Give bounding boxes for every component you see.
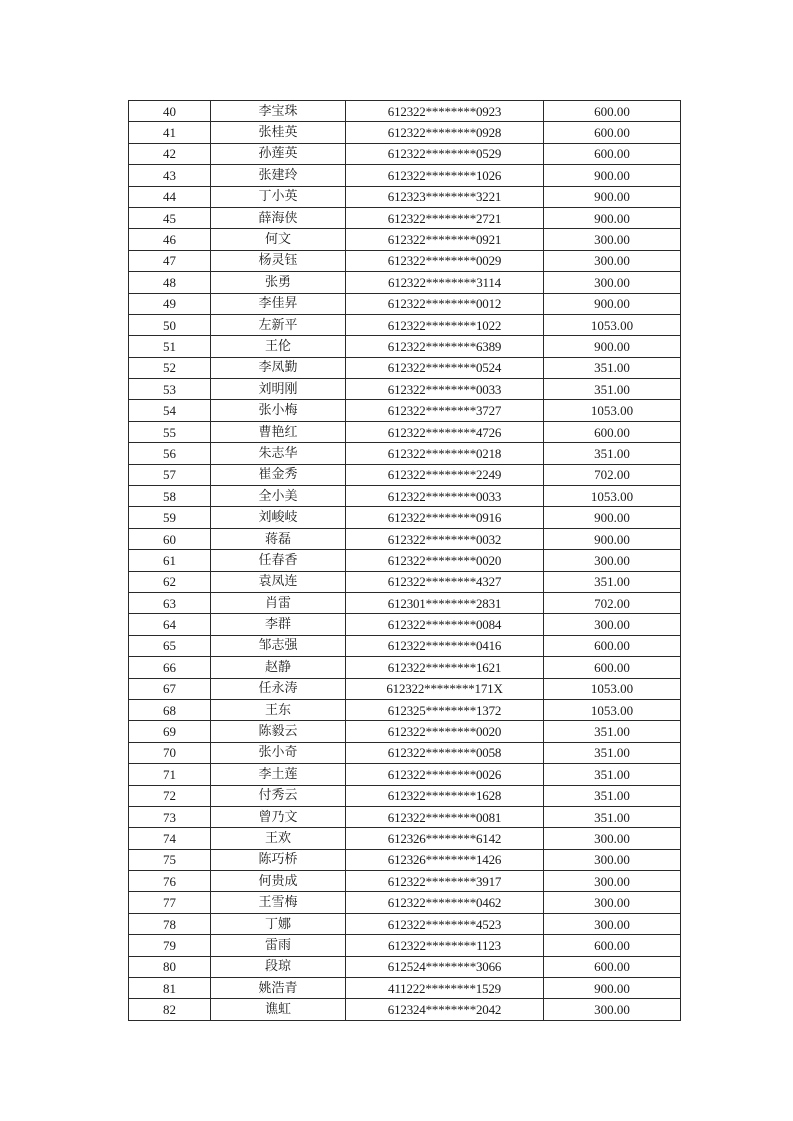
- row-number-cell: 47: [129, 250, 211, 271]
- id-number-cell: 612322********2249: [346, 464, 544, 485]
- table-row: [129, 806, 681, 827]
- person-name-cell: 段琼: [211, 956, 346, 977]
- id-number-cell: 612324********2042: [346, 999, 544, 1020]
- person-name-cell: 王伦: [211, 336, 346, 357]
- id-number-cell: 612322********1026: [346, 165, 544, 186]
- row-number-cell: 45: [129, 207, 211, 228]
- person-name-cell: 王欢: [211, 828, 346, 849]
- amount-cell: 300.00: [544, 892, 681, 913]
- person-name-cell: 李凤勤: [211, 357, 346, 378]
- person-name-cell: 陈毅云: [211, 721, 346, 742]
- table-row: [129, 507, 681, 528]
- row-number-cell: 57: [129, 464, 211, 485]
- amount-cell: 351.00: [544, 806, 681, 827]
- row-number-cell: 72: [129, 785, 211, 806]
- id-number-cell: 612322********171X: [346, 678, 544, 699]
- id-number-cell: 612322********2721: [346, 207, 544, 228]
- row-number-cell: 48: [129, 272, 211, 293]
- person-name-cell: 何贵成: [211, 871, 346, 892]
- id-number-cell: 612322********0928: [346, 122, 544, 143]
- table-row: [129, 828, 681, 849]
- amount-cell: 900.00: [544, 507, 681, 528]
- table-row: [129, 742, 681, 763]
- amount-cell: 1053.00: [544, 400, 681, 421]
- id-number-cell: 612322********4327: [346, 571, 544, 592]
- table-row: [129, 935, 681, 956]
- row-number-cell: 52: [129, 357, 211, 378]
- row-number-cell: 61: [129, 550, 211, 571]
- row-number-cell: 81: [129, 978, 211, 999]
- id-number-cell: 612326********6142: [346, 828, 544, 849]
- id-number-cell: 612322********0921: [346, 229, 544, 250]
- table-row: [129, 785, 681, 806]
- table-row: [129, 272, 681, 293]
- row-number-cell: 76: [129, 871, 211, 892]
- id-number-cell: 612322********1628: [346, 785, 544, 806]
- table-row: [129, 400, 681, 421]
- amount-cell: 351.00: [544, 571, 681, 592]
- id-number-cell: 612322********0084: [346, 614, 544, 635]
- person-name-cell: 张小奇: [211, 742, 346, 763]
- id-number-cell: 612322********0462: [346, 892, 544, 913]
- person-name-cell: 左新平: [211, 314, 346, 335]
- row-number-cell: 55: [129, 421, 211, 442]
- amount-cell: 351.00: [544, 721, 681, 742]
- table-row: [129, 250, 681, 271]
- table-row: [129, 657, 681, 678]
- person-name-cell: 孙莲英: [211, 143, 346, 164]
- id-number-cell: 612322********0916: [346, 507, 544, 528]
- person-name-cell: 肖雷: [211, 592, 346, 613]
- id-number-cell: 612325********1372: [346, 699, 544, 720]
- person-name-cell: 付秀云: [211, 785, 346, 806]
- table-row: [129, 528, 681, 549]
- id-number-cell: 612322********0033: [346, 379, 544, 400]
- subsidy-roster-table: [128, 100, 681, 1021]
- table-row: [129, 571, 681, 592]
- person-name-cell: 赵静: [211, 657, 346, 678]
- person-name-cell: 薛海侠: [211, 207, 346, 228]
- amount-cell: 900.00: [544, 207, 681, 228]
- amount-cell: 900.00: [544, 978, 681, 999]
- person-name-cell: 李群: [211, 614, 346, 635]
- row-number-cell: 70: [129, 742, 211, 763]
- person-name-cell: 任永涛: [211, 678, 346, 699]
- table-row: [129, 635, 681, 656]
- row-number-cell: 65: [129, 635, 211, 656]
- table-row: [129, 699, 681, 720]
- table-row: [129, 956, 681, 977]
- roster-table-body: [129, 101, 681, 1021]
- table-row: [129, 314, 681, 335]
- id-number-cell: 612322********0033: [346, 486, 544, 507]
- id-number-cell: 612322********3917: [346, 871, 544, 892]
- person-name-cell: 李宝珠: [211, 101, 346, 122]
- row-number-cell: 51: [129, 336, 211, 357]
- row-number-cell: 69: [129, 721, 211, 742]
- table-row: [129, 486, 681, 507]
- table-row: [129, 764, 681, 785]
- row-number-cell: 44: [129, 186, 211, 207]
- amount-cell: 600.00: [544, 122, 681, 143]
- person-name-cell: 张建玲: [211, 165, 346, 186]
- id-number-cell: 612322********0020: [346, 550, 544, 571]
- table-row: [129, 892, 681, 913]
- id-number-cell: 612322********1621: [346, 657, 544, 678]
- id-number-cell: 612322********4523: [346, 913, 544, 934]
- id-number-cell: 612322********0058: [346, 742, 544, 763]
- person-name-cell: 丁小英: [211, 186, 346, 207]
- amount-cell: 300.00: [544, 913, 681, 934]
- id-number-cell: 612322********1123: [346, 935, 544, 956]
- amount-cell: 1053.00: [544, 678, 681, 699]
- row-number-cell: 73: [129, 806, 211, 827]
- amount-cell: 900.00: [544, 293, 681, 314]
- id-number-cell: 612322********0026: [346, 764, 544, 785]
- person-name-cell: 杨灵钰: [211, 250, 346, 271]
- amount-cell: 1053.00: [544, 699, 681, 720]
- id-number-cell: 612322********1022: [346, 314, 544, 335]
- amount-cell: 351.00: [544, 764, 681, 785]
- person-name-cell: 陈巧桥: [211, 849, 346, 870]
- table-row: [129, 122, 681, 143]
- id-number-cell: 612322********0529: [346, 143, 544, 164]
- person-name-cell: 崔金秀: [211, 464, 346, 485]
- table-row: [129, 229, 681, 250]
- table-row: [129, 421, 681, 442]
- person-name-cell: 李佳昇: [211, 293, 346, 314]
- row-number-cell: 43: [129, 165, 211, 186]
- amount-cell: 300.00: [544, 250, 681, 271]
- amount-cell: 351.00: [544, 379, 681, 400]
- id-number-cell: 612301********2831: [346, 592, 544, 613]
- person-name-cell: 谯虹: [211, 999, 346, 1020]
- table-row: [129, 143, 681, 164]
- amount-cell: 600.00: [544, 935, 681, 956]
- id-number-cell: 612323********3221: [346, 186, 544, 207]
- table-row: [129, 464, 681, 485]
- row-number-cell: 64: [129, 614, 211, 635]
- row-number-cell: 75: [129, 849, 211, 870]
- amount-cell: 600.00: [544, 421, 681, 442]
- id-number-cell: 411222********1529: [346, 978, 544, 999]
- id-number-cell: 612322********3727: [346, 400, 544, 421]
- row-number-cell: 42: [129, 143, 211, 164]
- id-number-cell: 612524********3066: [346, 956, 544, 977]
- table-row: [129, 293, 681, 314]
- row-number-cell: 68: [129, 699, 211, 720]
- table-row: [129, 550, 681, 571]
- table-row: [129, 614, 681, 635]
- person-name-cell: 王东: [211, 699, 346, 720]
- table-row: [129, 592, 681, 613]
- row-number-cell: 77: [129, 892, 211, 913]
- row-number-cell: 62: [129, 571, 211, 592]
- id-number-cell: 612322********0923: [346, 101, 544, 122]
- row-number-cell: 78: [129, 913, 211, 934]
- table-row: [129, 186, 681, 207]
- table-row: [129, 721, 681, 742]
- row-number-cell: 56: [129, 443, 211, 464]
- amount-cell: 900.00: [544, 528, 681, 549]
- amount-cell: 900.00: [544, 165, 681, 186]
- person-name-cell: 邹志强: [211, 635, 346, 656]
- document-page: [128, 100, 680, 1021]
- person-name-cell: 袁凤连: [211, 571, 346, 592]
- row-number-cell: 67: [129, 678, 211, 699]
- row-number-cell: 79: [129, 935, 211, 956]
- row-number-cell: 63: [129, 592, 211, 613]
- person-name-cell: 张小梅: [211, 400, 346, 421]
- amount-cell: 600.00: [544, 635, 681, 656]
- table-row: [129, 849, 681, 870]
- person-name-cell: 刘明刚: [211, 379, 346, 400]
- table-row: [129, 379, 681, 400]
- amount-cell: 900.00: [544, 336, 681, 357]
- id-number-cell: 612322********0020: [346, 721, 544, 742]
- person-name-cell: 何文: [211, 229, 346, 250]
- person-name-cell: 王雪梅: [211, 892, 346, 913]
- person-name-cell: 朱志华: [211, 443, 346, 464]
- person-name-cell: 雷雨: [211, 935, 346, 956]
- person-name-cell: 任春香: [211, 550, 346, 571]
- row-number-cell: 82: [129, 999, 211, 1020]
- row-number-cell: 71: [129, 764, 211, 785]
- table-row: [129, 101, 681, 122]
- row-number-cell: 40: [129, 101, 211, 122]
- amount-cell: 300.00: [544, 828, 681, 849]
- amount-cell: 351.00: [544, 742, 681, 763]
- amount-cell: 300.00: [544, 272, 681, 293]
- amount-cell: 300.00: [544, 614, 681, 635]
- id-number-cell: 612322********6389: [346, 336, 544, 357]
- row-number-cell: 74: [129, 828, 211, 849]
- amount-cell: 900.00: [544, 186, 681, 207]
- person-name-cell: 曾乃文: [211, 806, 346, 827]
- amount-cell: 300.00: [544, 849, 681, 870]
- id-number-cell: 612322********0029: [346, 250, 544, 271]
- id-number-cell: 612322********3114: [346, 272, 544, 293]
- person-name-cell: 丁娜: [211, 913, 346, 934]
- person-name-cell: 曹艳红: [211, 421, 346, 442]
- row-number-cell: 53: [129, 379, 211, 400]
- person-name-cell: 张勇: [211, 272, 346, 293]
- table-row: [129, 978, 681, 999]
- person-name-cell: 张桂英: [211, 122, 346, 143]
- id-number-cell: 612326********1426: [346, 849, 544, 870]
- row-number-cell: 58: [129, 486, 211, 507]
- row-number-cell: 54: [129, 400, 211, 421]
- row-number-cell: 80: [129, 956, 211, 977]
- row-number-cell: 49: [129, 293, 211, 314]
- amount-cell: 351.00: [544, 443, 681, 464]
- row-number-cell: 59: [129, 507, 211, 528]
- row-number-cell: 46: [129, 229, 211, 250]
- amount-cell: 351.00: [544, 785, 681, 806]
- id-number-cell: 612322********0032: [346, 528, 544, 549]
- id-number-cell: 612322********0416: [346, 635, 544, 656]
- row-number-cell: 50: [129, 314, 211, 335]
- id-number-cell: 612322********0524: [346, 357, 544, 378]
- amount-cell: 300.00: [544, 550, 681, 571]
- amount-cell: 300.00: [544, 871, 681, 892]
- table-row: [129, 999, 681, 1020]
- table-row: [129, 336, 681, 357]
- amount-cell: 702.00: [544, 592, 681, 613]
- table-row: [129, 871, 681, 892]
- person-name-cell: 全小美: [211, 486, 346, 507]
- amount-cell: 1053.00: [544, 314, 681, 335]
- id-number-cell: 612322********0081: [346, 806, 544, 827]
- table-row: [129, 678, 681, 699]
- row-number-cell: 66: [129, 657, 211, 678]
- table-row: [129, 207, 681, 228]
- row-number-cell: 60: [129, 528, 211, 549]
- person-name-cell: 姚浩青: [211, 978, 346, 999]
- amount-cell: 600.00: [544, 657, 681, 678]
- amount-cell: 600.00: [544, 956, 681, 977]
- table-row: [129, 913, 681, 934]
- person-name-cell: 李土莲: [211, 764, 346, 785]
- amount-cell: 300.00: [544, 999, 681, 1020]
- person-name-cell: 刘峻岐: [211, 507, 346, 528]
- table-row: [129, 443, 681, 464]
- id-number-cell: 612322********0012: [346, 293, 544, 314]
- amount-cell: 1053.00: [544, 486, 681, 507]
- id-number-cell: 612322********4726: [346, 421, 544, 442]
- row-number-cell: 41: [129, 122, 211, 143]
- table-row: [129, 357, 681, 378]
- id-number-cell: 612322********0218: [346, 443, 544, 464]
- amount-cell: 600.00: [544, 101, 681, 122]
- person-name-cell: 蒋磊: [211, 528, 346, 549]
- amount-cell: 300.00: [544, 229, 681, 250]
- amount-cell: 600.00: [544, 143, 681, 164]
- table-row: [129, 165, 681, 186]
- amount-cell: 702.00: [544, 464, 681, 485]
- amount-cell: 351.00: [544, 357, 681, 378]
